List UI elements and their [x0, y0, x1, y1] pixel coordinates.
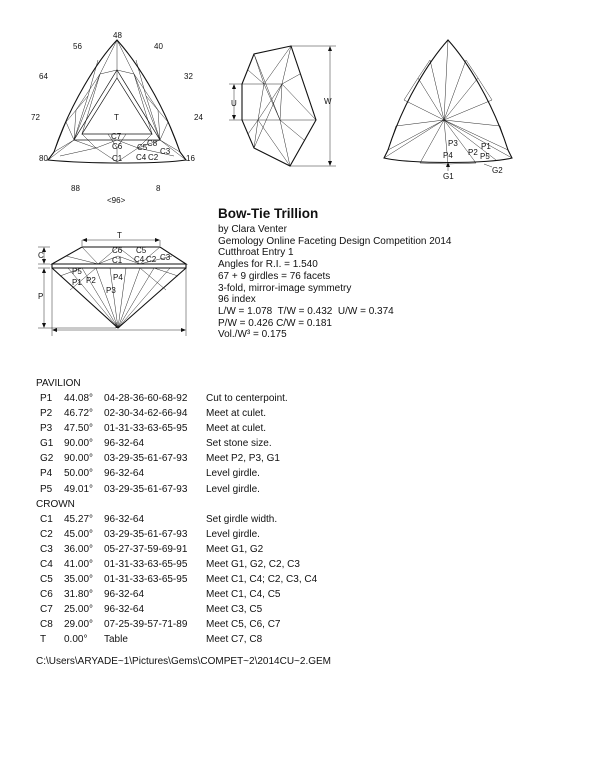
facet-instruction: Set stone size. [206, 438, 272, 450]
table-row [36, 406, 267, 421]
facet-angle: 46.72° [64, 408, 94, 420]
table-row [36, 391, 288, 406]
profile-label-c5: C5 [136, 246, 147, 255]
profile-label-t: T [117, 231, 122, 240]
table-row [36, 587, 281, 602]
facet-angle: 41.00° [64, 558, 94, 570]
top-label-c1: C1 [112, 154, 123, 163]
facet-indices: 05-27-37-59-69-91 [104, 543, 188, 555]
bottom-label-p4: P4 [443, 151, 453, 160]
crown-heading: CROWN [36, 498, 75, 510]
side-label-u: U [231, 99, 237, 108]
profile-label-c4: C4 [134, 255, 145, 264]
index-48: 48 [113, 31, 122, 40]
facet-angle: 44.08° [64, 393, 94, 404]
design-symmetry: 3-fold, mirror-image symmetry [218, 282, 352, 294]
facet-name: G2 [40, 453, 54, 465]
design-ri: Angles for R.I. = 1.540 [218, 259, 318, 271]
index-80: 80 [39, 154, 48, 163]
facet-name: C5 [40, 574, 53, 586]
table-row [36, 512, 278, 527]
facet-instruction: Level girdle. [206, 528, 260, 540]
facet-instruction: Meet C7, C8 [206, 634, 263, 646]
profile-label-c1: C1 [112, 256, 123, 265]
profile-label-c3: C3 [160, 253, 171, 262]
profile-label-c: C [38, 251, 44, 260]
table-row [36, 572, 318, 587]
design-ratios-2: P/W = 0.426 C/W = 0.181 [218, 317, 332, 329]
design-entry: Cutthroat Entry 1 [218, 247, 294, 259]
facet-angle: 25.00° [64, 604, 94, 616]
facet-instruction: Meet at culet. [206, 423, 267, 435]
table-row [36, 557, 300, 572]
facet-indices: 96-32-64 [104, 468, 145, 480]
facet-name: G1 [40, 438, 54, 450]
facet-name: P2 [40, 408, 53, 420]
index-88: 88 [71, 184, 80, 193]
bottom-label-p3: P3 [448, 139, 458, 148]
bottom-label-g2: G2 [492, 166, 503, 175]
facet-angle: 47.50° [64, 423, 94, 435]
bottom-label-g1: G1 [443, 172, 454, 181]
bottom-label-p5: P5 [480, 152, 490, 161]
profile-label-p5: P5 [72, 267, 82, 276]
table-row [36, 602, 263, 617]
index-64: 64 [39, 72, 48, 81]
side-label-w: W [324, 97, 332, 106]
bottom-label-p2: P2 [468, 148, 478, 157]
profile-label-c6: C6 [112, 246, 123, 255]
profile-label-p: P [38, 292, 44, 301]
facet-instruction: Meet G1, G2, C2, C3 [206, 558, 300, 570]
facet-angle: 90.00° [64, 453, 94, 465]
facet-instruction: Meet C5, C6, C7 [206, 619, 281, 631]
profile-label-c2: C2 [146, 255, 157, 264]
design-info [218, 206, 451, 341]
facet-angle: 45.27° [64, 513, 94, 525]
table-row [36, 632, 263, 647]
table-row [36, 436, 272, 451]
facet-name: T [40, 634, 47, 646]
top-label-t: T [114, 113, 119, 122]
top-label-c3: C3 [160, 147, 171, 156]
facet-name: C8 [40, 619, 53, 631]
top-label-c4: C4 [136, 153, 147, 162]
index-32: 32 [184, 72, 193, 81]
facet-name: P5 [40, 483, 53, 495]
index-40: 40 [154, 42, 163, 51]
facet-indices: 96-32-64 [104, 604, 145, 616]
facet-name: C6 [40, 589, 53, 601]
pavilion-heading: PAVILION [36, 378, 81, 389]
facet-angle: 29.00° [64, 619, 94, 631]
facet-angle: 45.00° [64, 528, 94, 540]
index-96: <96> [107, 196, 126, 205]
index-24: 24 [194, 113, 203, 122]
facet-indices: 01-31-33-63-65-95 [104, 558, 188, 570]
top-label-c7: C7 [111, 132, 122, 141]
bottom-label-p1: P1 [481, 142, 491, 151]
crown-top-view [31, 31, 203, 205]
facet-instruction: Meet at culet. [206, 408, 267, 420]
facet-angle: 36.00° [64, 543, 94, 555]
profile-label-p2: P2 [86, 276, 96, 285]
facet-indices: 96-32-64 [104, 438, 145, 450]
facet-indices: 03-29-35-61-67-93 [104, 528, 188, 540]
design-ratios-1: L/W = 1.078 T/W = 0.432 U/W = 0.374 [218, 305, 394, 317]
profile-label-p3: P3 [106, 286, 116, 295]
facet-angle: 35.00° [64, 574, 94, 586]
crown-rows [36, 512, 318, 648]
facet-name: C4 [40, 558, 53, 570]
index-16: 16 [186, 154, 195, 163]
design-facets: 67 + 9 girdles = 76 facets [218, 270, 331, 282]
facet-instruction: Set girdle width. [206, 513, 278, 525]
facet-angle: 0.00° [64, 634, 88, 646]
top-label-c2: C2 [148, 153, 159, 162]
facet-instruction: Cut to centerpoint. [206, 393, 288, 404]
index-8: 8 [156, 184, 161, 193]
facet-instruction: Level girdle. [206, 483, 260, 495]
facet-indices: 01-31-33-63-65-95 [104, 574, 188, 586]
design-competition: Gemology Online Faceting Design Competition 2014 [218, 235, 452, 247]
facet-angle: 49.01° [64, 483, 94, 495]
pavilion-bottom-view [384, 40, 512, 181]
top-label-c5: C5 [137, 143, 148, 152]
table-row [36, 617, 281, 632]
profile-label-p4: P4 [113, 273, 123, 282]
top-label-c6: C6 [112, 142, 123, 151]
facet-indices: 96-32-64 [104, 589, 145, 601]
design-title: Bow-Tie Trillion [218, 206, 319, 221]
index-72: 72 [31, 113, 40, 122]
facet-name: C1 [40, 513, 53, 525]
facet-indices: 01-31-33-63-65-95 [104, 423, 188, 435]
facet-indices: 03-29-35-61-67-93 [104, 453, 188, 465]
facet-angle: 50.00° [64, 468, 94, 480]
design-index: 96 index [218, 294, 256, 306]
file-path: C:\Users\ARYADE~1\Pictures\Gems\COMPET~2\2014CU~2.GEM [36, 656, 332, 667]
facet-name: P4 [40, 468, 53, 480]
facet-name: C2 [40, 528, 53, 540]
table-row [36, 482, 260, 497]
table-row [36, 542, 264, 557]
facet-indices: 07-25-39-57-71-89 [104, 619, 188, 631]
facet-instruction: Meet C1, C4; C2, C3, C4 [206, 574, 318, 586]
facet-indices: 96-32-64 [104, 513, 145, 525]
pavilion-rows [36, 391, 288, 497]
facet-instruction: Meet G1, G2 [206, 543, 264, 555]
profile-label-l: L [115, 321, 120, 330]
facet-angle: 31.80° [64, 589, 94, 601]
design-author: by Clara Venter [218, 224, 287, 235]
facet-instruction: Meet C1, C4, C5 [206, 589, 281, 601]
facet-name: P1 [40, 393, 53, 404]
facet-instruction: Level girdle. [206, 468, 260, 480]
design-volume: Vol./W³ = 0.175 [218, 329, 287, 341]
table-row [36, 527, 260, 542]
facet-indices: 04-28-36-60-68-92 [104, 393, 188, 404]
facet-name: C7 [40, 604, 53, 616]
top-label-c8: C8 [147, 139, 158, 148]
table-row [36, 451, 280, 466]
facet-indices: 03-29-35-61-67-93 [104, 483, 188, 495]
facet-instruction: Meet C3, C5 [206, 604, 263, 616]
cutting-table [36, 376, 318, 648]
side-view [229, 46, 336, 166]
facet-indices: Table [104, 634, 128, 646]
table-row [36, 421, 267, 436]
facet-instruction: Meet P2, P3, G1 [206, 453, 280, 465]
facet-angle: 90.00° [64, 438, 94, 450]
facet-indices: 02-30-34-62-66-94 [104, 408, 188, 420]
profile-view [38, 231, 186, 336]
facet-name: P3 [40, 423, 53, 435]
index-56: 56 [73, 42, 82, 51]
profile-label-p1: P1 [72, 278, 82, 287]
table-row [36, 466, 260, 481]
facet-name: C3 [40, 543, 53, 555]
